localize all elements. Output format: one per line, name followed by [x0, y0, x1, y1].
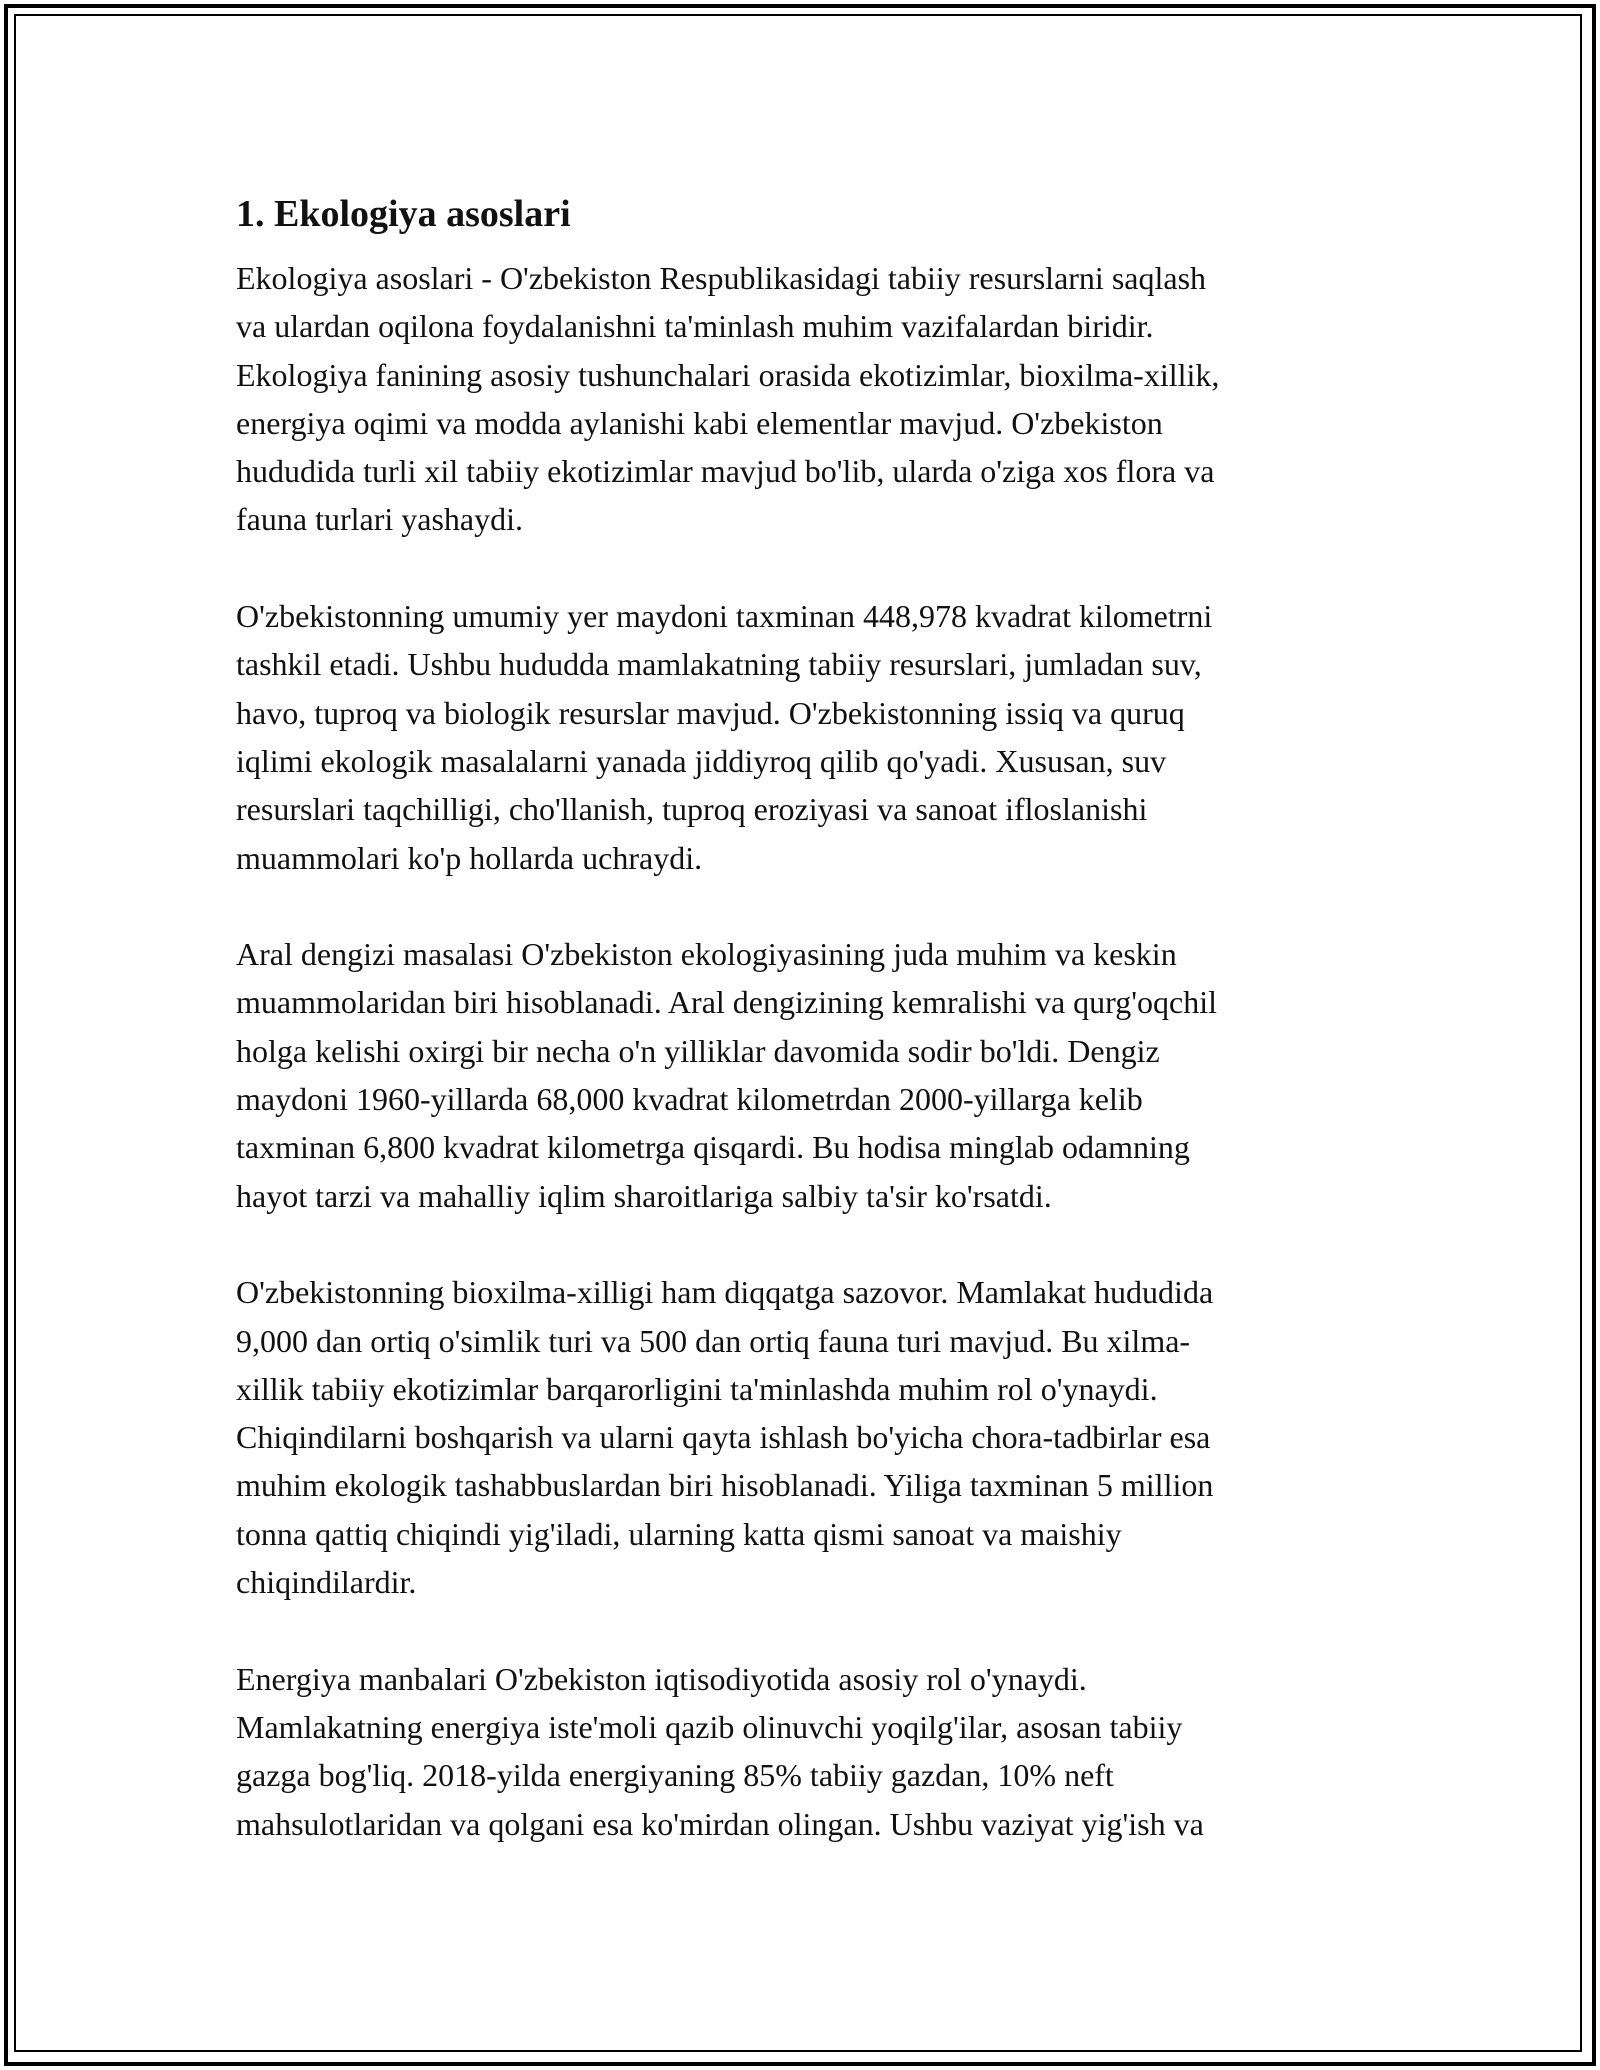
text-line: tashkil etadi. Ushbu hududda mamlakatning tabiiy resurslari, jumladan suv, — [236, 646, 1202, 683]
paragraph-biodiversity — [236, 1268, 1381, 1606]
text-line: hayot tarzi va mahalliy iqlim sharoitlariga salbiy ta'sir ko'rsatdi. — [236, 1177, 1052, 1214]
text-line: Ekologiya fanining asosiy tushunchalari orasida ekotizimlar, bioxilma-xillik, — [236, 356, 1220, 393]
document-body — [236, 186, 1381, 1896]
text-line: iqlimi ekologik masalalarni yanada jiddiyroq qilib qo'yadi. Xususan, suv — [236, 742, 1167, 779]
text-line: muammolari ko'p hollarda uchraydi. — [236, 839, 703, 876]
text-line: Ekologiya asoslari - O'zbekiston Respublikasidagi tabiiy resurslarni saqlash — [236, 260, 1207, 296]
text-line: energiya oqimi va modda aylanishi kabi elementlar mavjud. O'zbekiston — [236, 404, 1163, 441]
text-line: Chiqindilarni boshqarish va ularni qayta ishlash bo'yicha chora-tadbirlar esa — [236, 1419, 1211, 1456]
text-line: Energiya manbalari O'zbekiston iqtisodiyotida asosiy rol o'ynaydi. — [236, 1660, 1087, 1697]
text-line: muammolaridan biri hisoblanadi. Aral dengizining kemralishi va qurg'oqchil — [236, 984, 1217, 1021]
paragraph-land-area — [236, 592, 1381, 882]
text-line: fauna turlari yashaydi. — [236, 501, 523, 538]
text-line: xillik tabiiy ekotizimlar barqarorligini ta'minlashda muhim rol o'ynaydi. — [236, 1370, 1158, 1407]
text-line: mahsulotlaridan va qolgani esa ko'mirdan olingan. Ushbu vaziyat yig'ish va — [236, 1805, 1204, 1842]
text-line: tonna qattiq chiqindi yig'iladi, ularning katta qismi sanoat va maishiy — [236, 1515, 1122, 1552]
section-heading: 1. Ekologiya asoslari — [236, 193, 571, 235]
text-line: Mamlakatning energiya iste'moli qazib olinuvchi yoqilg'ilar, asosan tabiiy — [236, 1708, 1183, 1745]
paragraph-aral-sea — [236, 930, 1381, 1220]
paragraph-energy — [236, 1655, 1381, 1848]
text-line: havo, tuproq va biologik resurslar mavjud. O'zbekistonning issiq va quruq — [236, 694, 1185, 731]
paragraph-ekologiya-intro — [236, 254, 1381, 544]
text-line: 9,000 dan ortiq o'simlik turi va 500 dan ortiq fauna turi mavjud. Bu xilma- — [236, 1322, 1191, 1359]
text-line: holga kelishi oxirgi bir necha o'n yilliklar davomida sodir bo'ldi. Dengiz — [236, 1032, 1160, 1069]
text-line: va ulardan oqilona foydalanishni ta'minlash muhim vazifalardan biridir. — [236, 308, 1154, 345]
text-line: muhim ekologik tashabbuslardan biri hisoblanadi. Yiliga taxminan 5 million — [236, 1467, 1214, 1504]
text-line: O'zbekistonning bioxilma-xilligi ham diqqatga sazovor. Mamlakat hududida — [236, 1274, 1214, 1311]
text-line: Aral dengizi masalasi O'zbekiston ekologiyasining juda muhim va keskin — [236, 936, 1177, 973]
text-line: taxminan 6,800 kvadrat kilometrga qisqardi. Bu hodisa minglab odamning — [236, 1129, 1190, 1166]
text-line: resurslari taqchilligi, cho'llanish, tuproq eroziyasi va sanoat ifloslanishi — [236, 791, 1148, 828]
text-line: maydoni 1960-yillarda 68,000 kvadrat kilometrdan 2000-yillarga kelib — [236, 1081, 1143, 1118]
text-line: O'zbekistonning umumiy yer maydoni taxminan 448,978 kvadrat kilometrni — [236, 598, 1213, 635]
text-line: hududida turli xil tabiiy ekotizimlar mavjud bo'lib, ularda o'ziga xos flora va — [236, 453, 1215, 490]
text-line: gazga bog'liq. 2018-yilda energiyaning 85% tabiiy gazdan, 10% neft — [236, 1757, 1114, 1794]
text-line: chiqindilardir. — [236, 1564, 417, 1601]
